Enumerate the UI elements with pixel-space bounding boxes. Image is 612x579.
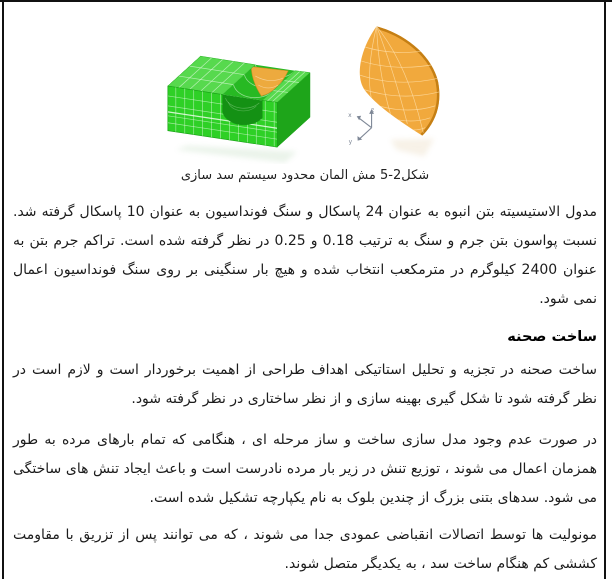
figure-caption: شکل2-5 مش المان محدود سیستم سد سازی: [180, 168, 430, 183]
section-heading-scene-construction: ساخت صحنه: [507, 329, 597, 345]
axis-triad-icon: [348, 107, 374, 146]
page-border-top: [0, 0, 612, 2]
figure-reflections: [176, 139, 434, 163]
page-border-left: [2, 0, 4, 579]
paragraph-scene-construction-importance: ساخت صحنه در تجزیه و تحلیل استاتیکی اهداف طراحی از اهمیت برخوردار است و لازم است در نظر گرفته شود تا شکل گیری بهینه سازی و از نظر ساختاری در نظر گرفته شود.: [13, 362, 597, 407]
dam-foundation-block: [168, 56, 310, 147]
axis-label-z: z: [370, 106, 375, 114]
axis-label-x: x: [348, 111, 352, 119]
axis-label-y: y: [348, 138, 353, 146]
paragraph-staged-construction: در صورت عدم وجود مدل سازی ساخت و ساز مرحله ای ، هنگامی که تمام بارهای مرده به طور همزمان اعمال می شوند ، توزیع تنش در زیر بار مرده نادرست است و باعث ایجاد تنش های ساختگی می شود. سدهای بتنی بزرگ از چندین بلوک به نام یکپارچه تشکیل شده است.: [13, 432, 597, 506]
paragraph-material-properties: مدول الاستیسیته بتن انبوه به عنوان 24 پاسکال و سنگ فونداسیون به عنوان 10 پاسکال گرفته شد. نسبت پواسون بتن جرم و سنگ به ترتیب 0.18 و 0.25 در نظر گرفته شده است. تراکم جرم بتن به عنوان 2400 کیلوگرم در مترمکعب انتخاب شده و هیچ بار سنگینی بر روی سنگ فونداسیون اعمال نمی شود.: [13, 204, 597, 307]
dam-mesh-3d-render: [146, 6, 464, 164]
paragraph-monoliths-joints: مونولیت ها توسط اتصالات انقباضی عمودی جدا می شوند ، که می توانند پس از تزریق با مقاومت کششی کم هنگام ساخت سد ، به یکدیگر متصل شوند.: [13, 527, 597, 572]
page-content: [13, 6, 597, 579]
page-border-right: [604, 0, 606, 579]
arch-dam-shape: [357, 26, 440, 135]
figure-dam-mesh: [13, 6, 597, 164]
